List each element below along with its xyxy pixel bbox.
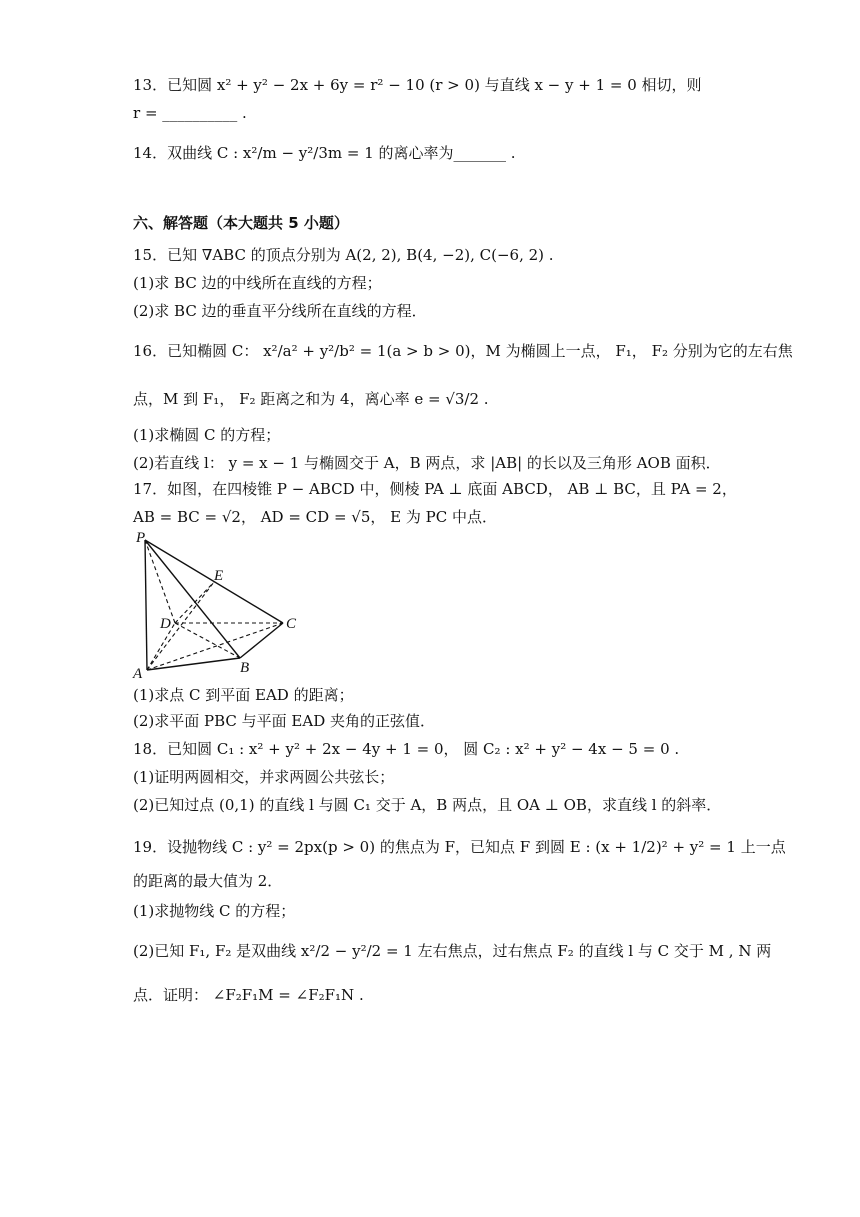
edge-DE	[175, 582, 214, 623]
q18-part2: (2)已知过点 (0,1) 的直线 l 与圆 C₁ 交于 A，B 两点，且 OA ⊥ OB，求直线 l 的斜率．	[133, 796, 722, 814]
label-E: E	[214, 568, 224, 584]
label-A: A	[133, 666, 143, 680]
q15-part1: (1)求 BC 边的中线所在直线的方程；	[133, 274, 382, 292]
edge-DB	[175, 623, 240, 658]
pyramid-figure	[128, 530, 308, 680]
q17-part1: (1)求点 C 到平面 EAD 的距离；	[133, 686, 354, 704]
q16-part2: (2)若直线 l： y = x − 1 与椭圆交于 A，B 两点，求 |AB| 的长以及三角形 AOB 面积．	[133, 454, 721, 472]
edge-PD	[145, 540, 175, 623]
q19-part2-line1: (2)已知 F₁, F₂ 是双曲线 x²/2 − y²/2 = 1 左右焦点，过右焦点 F₂ 的直线 l 与 C 交于 M , N 两	[133, 942, 772, 960]
pyramid-diagram	[128, 530, 308, 680]
q19-part1: (1)求抛物线 C 的方程；	[133, 902, 296, 920]
edge-AE	[147, 582, 214, 670]
label-D: D	[160, 616, 171, 632]
q19-part2-line2: 点．证明： ∠F₂F₁M = ∠F₂F₁N .	[133, 986, 364, 1004]
edge-PA	[145, 540, 147, 670]
q13-line1: 13．已知圆 x² + y² − 2x + 6y = r² − 10 (r > 0) 与直线 x − y + 1 = 0 相切，则	[133, 76, 702, 94]
q15-part2: (2)求 BC 边的垂直平分线所在直线的方程．	[133, 302, 427, 320]
q19-stem-line1: 19．设抛物线 C : y² = 2px(p > 0) 的焦点为 F，已知点 F 到圆 E : (x + 1/2)² + y² = 1 上一点	[133, 838, 786, 856]
label-P: P	[136, 530, 146, 546]
section-heading: 六、解答题（本大题共 5 小题）	[133, 214, 349, 232]
q15-stem: 15．已知 ∇ABC 的顶点分别为 A(2, 2), B(4, −2), C(−6, 2) .	[133, 246, 554, 264]
q14-line: 14．双曲线 C : x²/m − y²/3m = 1 的离心率为_______ .	[133, 144, 516, 162]
q17-stem-line2: AB = BC = √2， AD = CD = √5， E 为 PC 中点．	[133, 508, 497, 526]
label-B: B	[240, 660, 250, 676]
q13-line2: r = __________ .	[133, 104, 247, 122]
q19-stem-line2: 的距离的最大值为 2．	[133, 872, 283, 890]
q17-part2: (2)求平面 PBC 与平面 EAD 夹角的正弦值．	[133, 712, 436, 730]
q18-part1: (1)证明两圆相交，并求两圆公共弦长；	[133, 768, 395, 786]
q16-stem-line1: 16．已知椭圆 C： x²/a² + y²/b² = 1(a > b > 0)，M 为椭圆上一点， F₁， F₂ 分别为它的左右焦	[133, 342, 793, 360]
q16-part1: (1)求椭圆 C 的方程；	[133, 426, 281, 444]
q16-stem-line2: 点，M 到 F₁， F₂ 距离之和为 4，离心率 e = √3/2 .	[133, 390, 489, 408]
label-C: C	[286, 616, 297, 632]
edge-AB	[147, 658, 240, 670]
q18-stem: 18．已知圆 C₁ : x² + y² + 2x − 4y + 1 = 0， 圆 C₂ : x² + y² − 4x − 5 = 0 .	[133, 740, 680, 758]
edge-BC	[240, 623, 283, 658]
edge-PB	[145, 540, 240, 658]
q17-stem-line1: 17．如图，在四棱锥 P − ABCD 中，侧棱 PA ⊥ 底面 ABCD， AB ⊥ BC，且 PA = 2，	[133, 480, 737, 498]
